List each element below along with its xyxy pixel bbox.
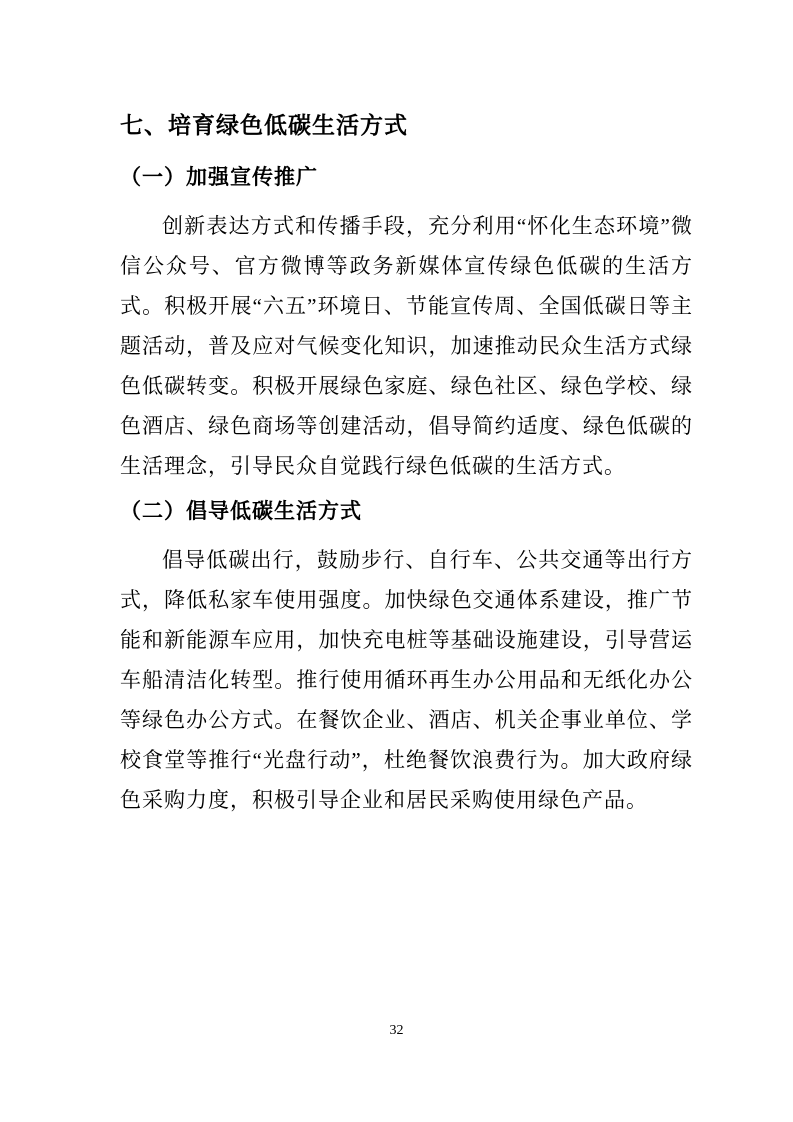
- section-heading: 七、培育绿色低碳生活方式: [120, 112, 408, 138]
- subsection-heading-2: （二）倡导低碳生活方式: [120, 499, 362, 523]
- paragraph-2: 倡导低碳出行，鼓励步行、自行车、公共交通等出行方式，降低私家车使用强度。加快绿色交通体系建设，推广节能和新能源车应用，加快充电桩等基础设施建设，引导营运车船清洁化转型。推行使用循环再生办公用品和无纸化办公等绿色办公方式。在餐饮企业、酒店、机关企事业单位、学校食堂等推行“光盘行动”，杜绝餐饮浪费行为。加大政府绿色采购力度，积极引导企业和居民采购使用绿色产品。: [120, 548, 693, 812]
- page-number: 32: [389, 1023, 404, 1038]
- paragraph-1: 创新表达方式和传播手段，充分利用“怀化生态环境”微信公众号、官方微博等政务新媒体宣传绿色低碳的生活方式。积极开展“六五”环境日、节能宣传周、全国低碳日等主题活动，普及应对气候变化知识，加速推动民众生活方式绿色低碳转变。积极开展绿色家庭、绿色社区、绿色学校、绿色酒店、绿色商场等创建活动，倡导简约适度、绿色低碳的生活理念，引导民众自觉践行绿色低碳的生活方式。: [120, 214, 693, 478]
- subsection-heading-1: （一）加强宣传推广: [120, 165, 318, 189]
